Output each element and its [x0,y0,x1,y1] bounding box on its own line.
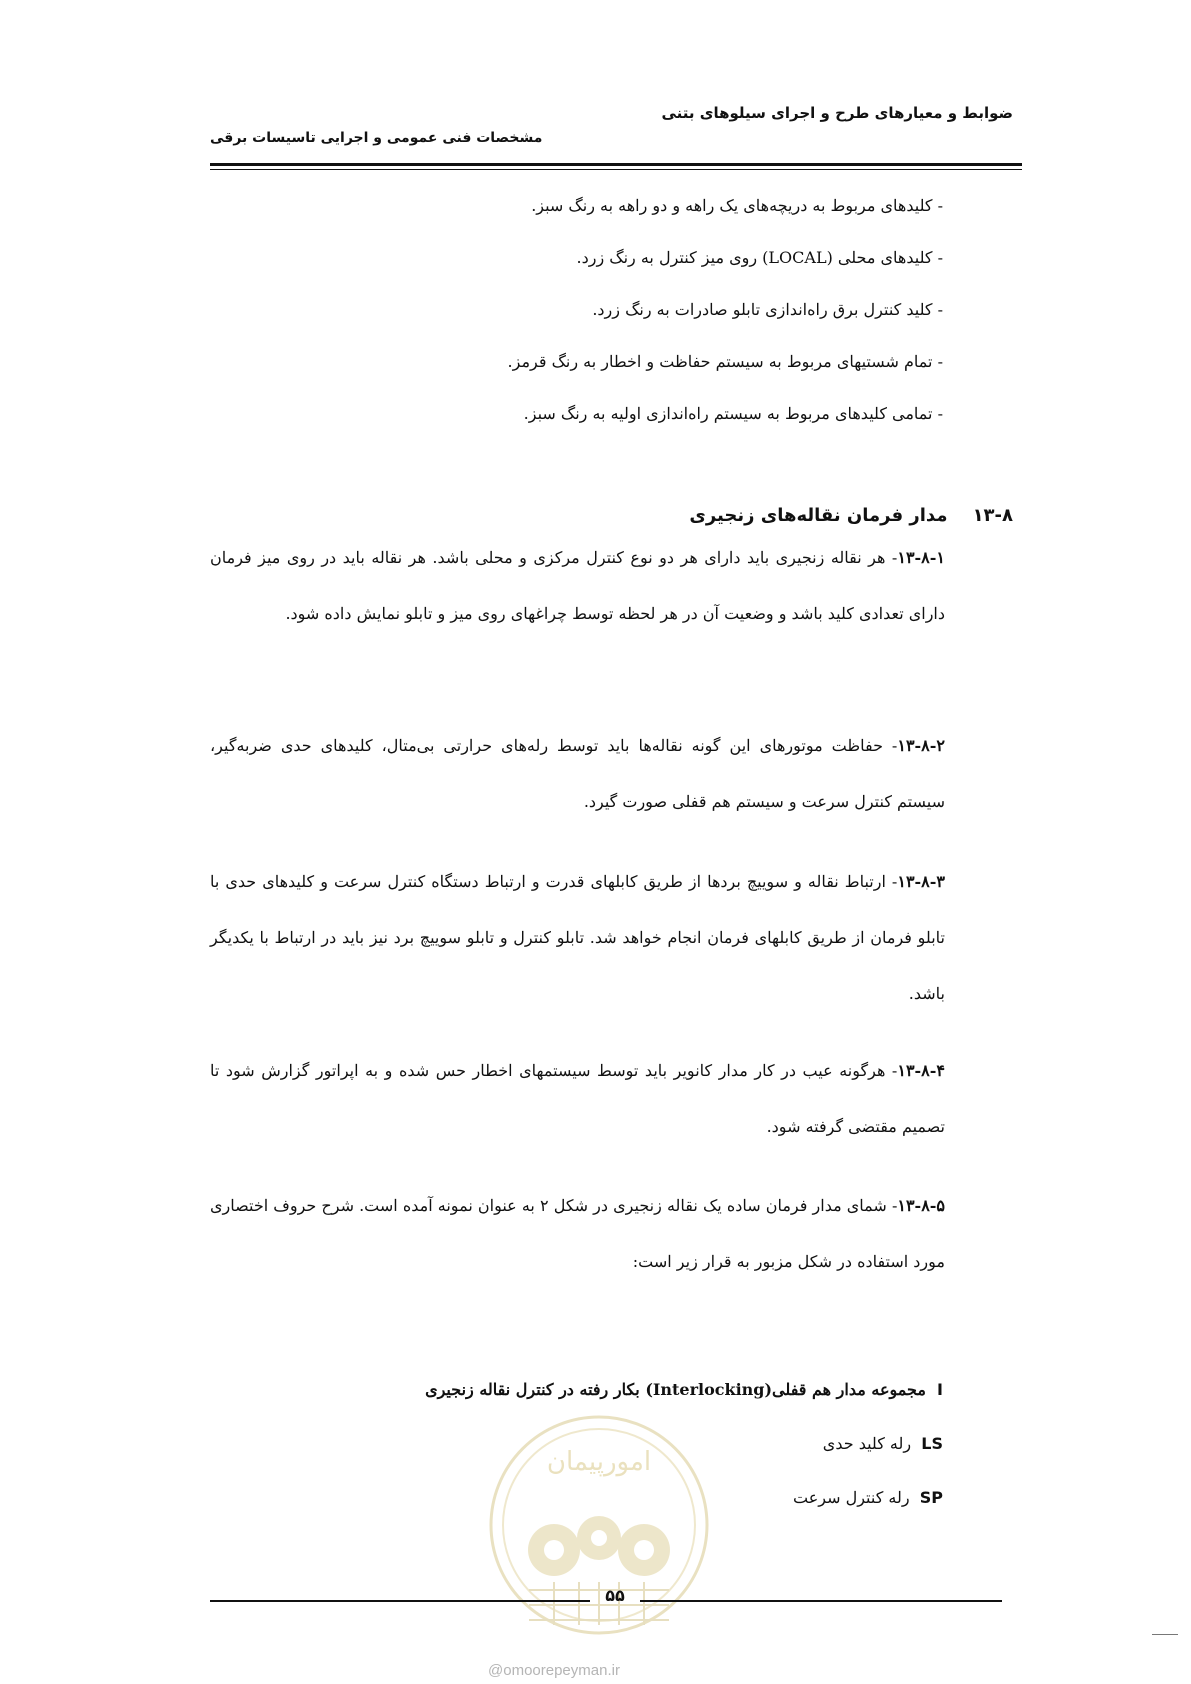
at-icon: @ [488,1662,504,1679]
abbreviation-text: رله کلید حدی [822,1434,912,1453]
paragraph-13-8-1 [210,530,945,642]
paragraph-13-8-5 [210,1178,945,1290]
abbreviation-item [823,1434,943,1453]
abbreviation-text: مجموعه مدار هم قفلی(Interlocking) بکار رفته در کنترل نقاله زنجیری [425,1380,926,1399]
abbreviation-text: رله کنترل سرعت [793,1488,910,1507]
paragraph-13-8-2 [210,718,945,830]
paragraph-text: - هر نقاله زنجیری باید دارای هر دو نوع کنترل مرکزی و محلی باشد. هر نقاله باید در روی میز فرمان دارای تعدادی کلید باشد و وضعیت آن در هر لحظه توسط چراغهای روی میز و تابلو نمایش داده شود. [210,548,945,623]
book-title: ضوابط و معیارهای طرح و اجرای سیلوهای بتنی [661,104,1013,122]
paragraph-text: - هرگونه عیب در کار مدار کانویر باید توسط سیستمهای اخطار حس شده و به اپراتور گزارش شود تا تصمیم مقتضی گرفته شود. [210,1061,945,1136]
section-number: ۱۳-۸ [972,505,1013,526]
header-rule-thick [210,163,1022,166]
abbreviation-code: I [937,1380,943,1399]
header-rule-thin [210,169,1022,170]
paragraph-13-8-3 [210,854,945,1022]
paragraph-number: ۱۳-۸-۳ [897,872,945,891]
paragraph-number: ۱۳-۸-۴ [897,1061,945,1080]
footer-rule-right [640,1600,1002,1602]
paragraph-text: - شمای مدار فرمان ساده یک نقاله زنجیری در شکل ۲ به عنوان نمونه آمده است. شرح حروف اختصاری مورد استفاده در شکل مزبور به قرار زیر است: [210,1196,945,1271]
section-title: مدار فرمان نقاله‌های زنجیری [689,505,948,526]
bullet-item: - تمامی کلیدهای مربوط به سیستم راه‌اندازی اولیه به رنگ سبز. [523,404,943,423]
watermark-site-text: omoorepeyman.ir [503,1662,620,1679]
paragraph-text: - ارتباط نقاله و سوییچ بردها از طریق کابلهای قدرت و ارتباط دستگاه کنترل سرعت و کلیدهای حدی با تابلو فرمان از طریق کابلهای فرمان انجام خواهد شد. تابلو کنترل و تابلو سوییچ برد نیز باید در ارتباط با یکدیگر باشد. [210,872,945,1003]
watermark-text: امورپیمان [546,1447,652,1477]
paragraph-13-8-4 [210,1043,945,1155]
bullet-item: - کلید کنترل برق راه‌اندازی تابلو صادرات به رنگ زرد. [592,300,943,319]
abbreviation-item [793,1488,943,1507]
section-heading [689,505,1013,526]
page-number: ۵۵ [605,1586,625,1605]
watermark-site [488,1662,620,1679]
abbreviation-code: LS [921,1434,943,1453]
abbreviation-item [425,1380,943,1399]
paragraph-number: ۱۳-۸-۵ [897,1196,946,1215]
chapter-title: مشخصات فنی عمومی و اجرایی تاسیسات برقی [210,130,543,146]
bullet-item: - کلیدهای مربوط به دریچه‌های یک راهه و دو راهه به رنگ سبز. [531,196,943,215]
color-bullet-list [508,196,943,456]
footer-rule-left [210,1600,590,1602]
bullet-item: - تمام شستیهای مربوط به سیستم حفاظت و اخطار به رنگ قرمز. [507,352,943,371]
watermark-logo [484,1410,714,1640]
paragraph-number: ۱۳-۸-۲ [897,736,945,755]
paragraph-text: - حفاظت موتورهای این گونه نقاله‌ها باید توسط رله‌های حرارتی بی‌متال، کلیدهای حدی ضربه‌گیر، سیستم کنترل سرعت و سیستم هم قفلی صورت گیرد. [210,736,945,811]
paragraph-number: ۱۳-۸-۱ [897,548,945,567]
bullet-item: - کلیدهای محلی (LOCAL) روی میز کنترل به رنگ زرد. [576,248,943,267]
margin-mark [1152,1634,1178,1635]
abbreviation-code: SP [919,1488,943,1507]
